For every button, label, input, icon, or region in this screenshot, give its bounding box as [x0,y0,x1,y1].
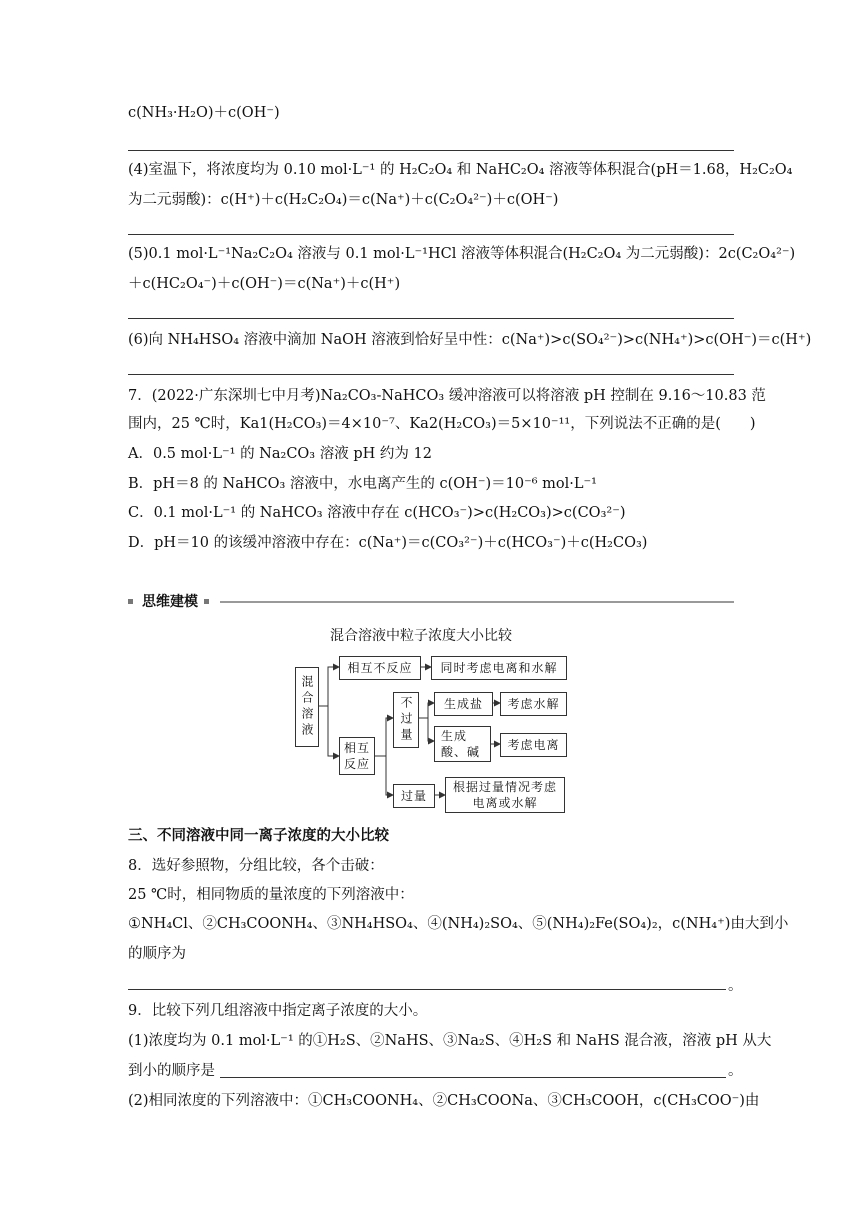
node-no-react: 相互不反应 [339,656,421,680]
answer-line [128,989,726,990]
option-d: D．pH＝10 的该缓冲溶液中存在：c(Na⁺)＝c(CO₃²⁻)＋c(HCO₃⁻)＋c(H₂CO₃) [128,535,648,551]
question-8-stem: ①NH₄Cl、②CH₃COONH₄、③NH₄HSO₄、④(NH₄)₂SO₄、⑤(NH₄)₂Fe(SO₄)₂，c(NH₄⁺)由大到小 [128,916,789,932]
period: 。 [728,1063,743,1079]
node-react: 相互反应 [339,737,375,775]
node-salt-result: 考虑水解 [500,692,567,716]
text-line: ＋c(HC₂O₄⁻)＋c(OH⁻)＝c(Na⁺)＋c(H⁺) [128,276,401,292]
node-excess-result: 根据过量情况考虑电离或水解 [445,777,565,813]
answer-line [220,1077,726,1078]
question-9-stem: (1)浓度均为 0.1 mol·L⁻¹ 的①H₂S、②NaHS、③Na₂S、④H₂S 和 NaHS 混合液，溶液 pH 从大 [128,1033,772,1049]
period: 。 [728,978,743,994]
text-line: (4)室温下，将浓度均为 0.10 mol·L⁻¹ 的 H₂C₂O₄ 和 NaHC₂O₄ 溶液等体积混合(pH＝1.68，H₂C₂O₄ [128,162,793,178]
node-root: 混合溶液 [295,667,319,747]
question-9-stem: (2)相同浓度的下列溶液中：①CH₃COONH₄、②CH₃COONa、③CH₃COOH，c(CH₃COO⁻)由 [128,1093,760,1109]
option-b: B．pH＝8 的 NaHCO₃ 溶液中，水电离产生的 c(OH⁻)＝10⁻⁶ mol·L⁻¹ [128,476,597,492]
node-not-excess: 不过量 [393,692,419,748]
question-7-stem: 7．(2022·广东深圳七中月考)Na₂CO₃-NaHCO₃ 缓冲溶液可以将溶液 pH 控制在 9.16～10.83 范 [128,388,766,404]
text-line: (6)向 NH₄HSO₄ 溶液中滴加 NaOH 溶液到恰好呈中性：c(Na⁺)>c(SO₄²⁻)>c(NH₄⁺)>c(OH⁻)＝c(H⁺) [128,332,812,348]
node-acid-base-result: 考虑电离 [500,733,567,757]
text-line: c(NH₃·H₂O)＋c(OH⁻) [128,105,280,121]
node-no-react-result: 同时考虑电离和水解 [431,656,567,680]
question-8-stem: 25 ℃时，相同物质的量浓度的下列溶液中： [128,887,414,903]
option-c: C．0.1 mol·L⁻¹ 的 NaHCO₃ 溶液中存在 c(HCO₃⁻)>c(H₂CO₃)>c(CO₃²⁻) [128,505,626,521]
node-excess: 过量 [393,784,435,808]
question-9-stem: 到小的顺序是 [128,1063,215,1079]
text-line: (5)0.1 mol·L⁻¹Na₂C₂O₄ 溶液与 0.1 mol·L⁻¹HCl 溶液等体积混合(H₂C₂O₄ 为二元弱酸)：2c(C₂O₄²⁻) [128,246,796,262]
section-label: 思维建模 [142,594,198,610]
text-line: 为二元弱酸)：c(H⁺)＋c(H₂C₂O₄)＝c(Na⁺)＋c(C₂O₄²⁻)＋c(OH⁻) [128,192,559,208]
node-salt: 生成盐 [434,692,493,716]
question-8-stem: 8．选好参照物，分组比较，各个击破： [128,858,384,874]
question-9-stem: 9．比较下列几组溶液中指定离子浓度的大小。 [128,1003,428,1019]
part-heading: 三、不同溶液中同一离子浓度的大小比较 [128,828,389,844]
question-8-stem: 的顺序为 [128,946,186,962]
node-acid-base: 生成酸、碱 [434,726,491,762]
diagram-title: 混合溶液中粒子浓度大小比较 [330,628,512,644]
question-7-stem: 围内，25 ℃时，Ka1(H₂CO₃)＝4×10⁻⁷、Ka2(H₂CO₃)＝5×10⁻¹¹，下列说法不正确的是( ) [128,416,756,432]
option-a: A．0.5 mol·L⁻¹ 的 Na₂CO₃ 溶液 pH 约为 12 [128,446,432,462]
